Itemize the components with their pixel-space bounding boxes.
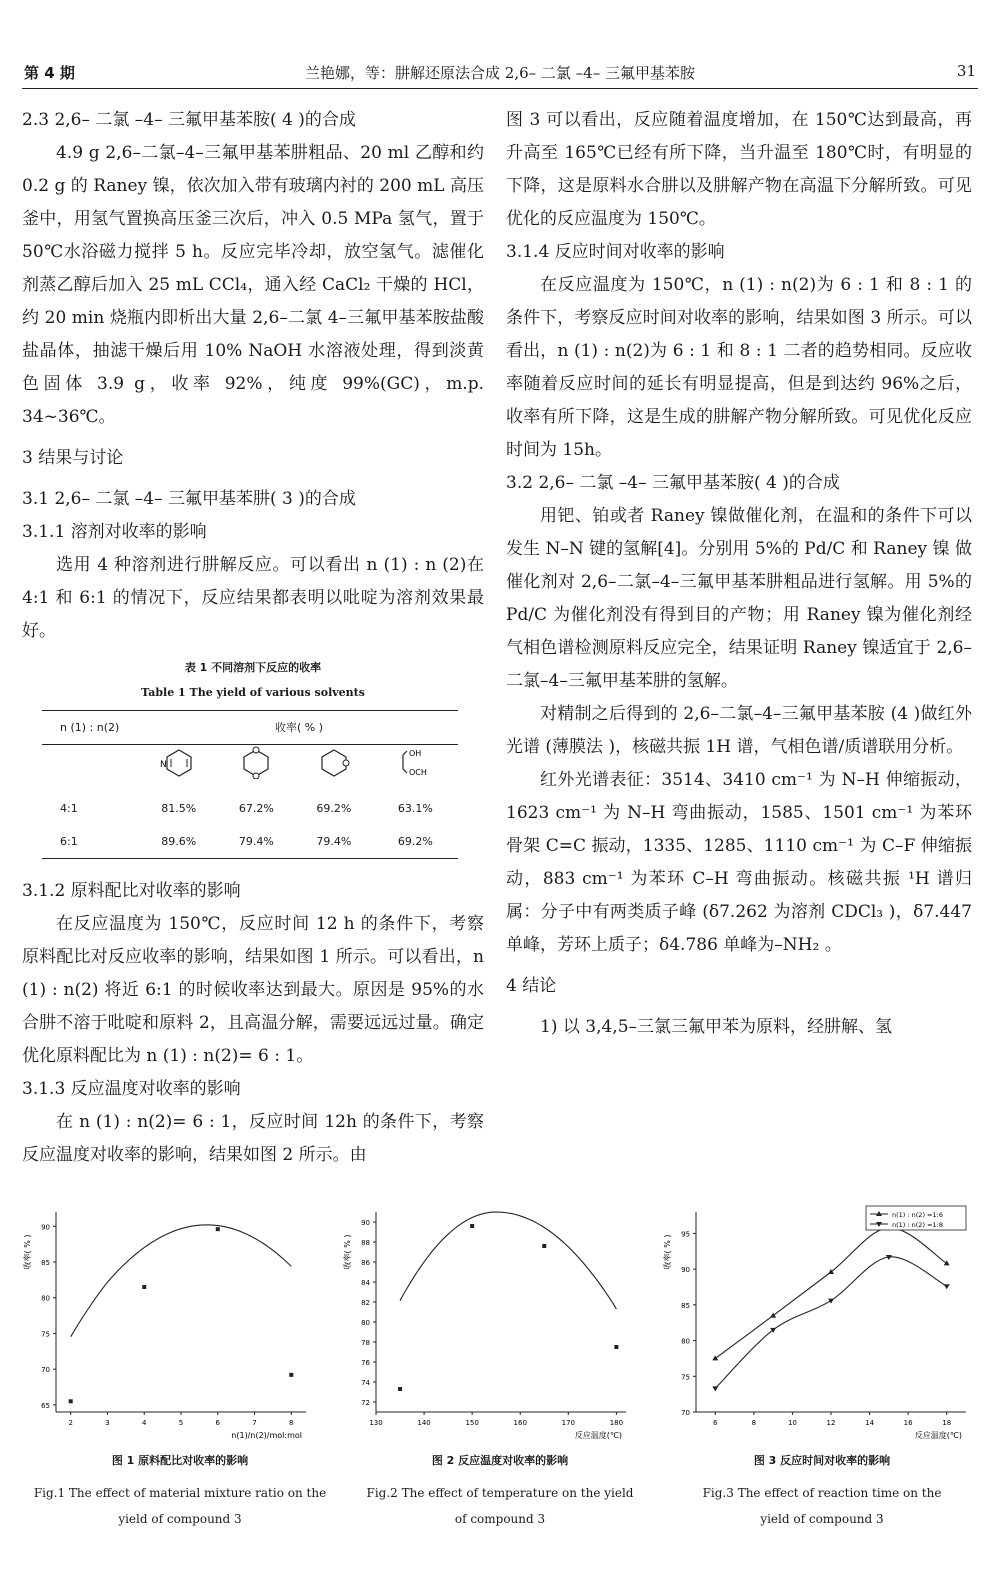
section-4-text: 1) 以 3,4,5–三氯三氟甲苯为原料，经肼解、氢 (540, 1017, 893, 1037)
y-tick-label: 70 (681, 1409, 690, 1417)
data-point (398, 1387, 402, 1391)
y-tick-label: 75 (41, 1330, 50, 1339)
table-row-ratio: 4:1 (60, 802, 78, 815)
thf-structure (295, 745, 373, 793)
x-axis-label: 反应温度(℃) (574, 1431, 622, 1440)
data-point (216, 1227, 220, 1231)
y-tick-label: 90 (361, 1219, 370, 1227)
figure-2-caption (340, 1452, 660, 1532)
table-cell: 81.5% (161, 802, 197, 815)
y-tick-label: 74 (361, 1379, 370, 1387)
data-point (944, 1260, 950, 1265)
section-3-1-2-heading: 3.1.2 原料配比对收率的影响 (22, 881, 241, 901)
figure-2-chart (340, 1200, 640, 1450)
series-line-1 (71, 1225, 292, 1337)
figure-1 (20, 1200, 320, 1450)
data-point (289, 1373, 293, 1377)
figure-1-caption (20, 1452, 340, 1532)
table-cell: 63.1% (397, 802, 433, 815)
x-tick-label: 170 (561, 1419, 575, 1427)
table-cell: 89.6% (140, 825, 218, 859)
table-header-ratio: n (1) : n(2) (42, 711, 140, 745)
y-tick-label: 86 (361, 1259, 370, 1267)
y-tick-label: 85 (41, 1259, 50, 1267)
y-tick-label: 95 (681, 1230, 690, 1239)
table-cell: 69.2% (316, 802, 352, 815)
running-header (22, 54, 978, 89)
y-tick-label: 88 (361, 1239, 370, 1247)
section-3-1-4-text: 在反应温度为 150℃，n (1) : n(2)为 6 : 1 和 8 : 1 的条件下，考察反应时间对收率的影响，结果如图 3 所示。可以看出，n (1) : n(2)为 6 : 1 和 8 : 1 二者的趋势相同。反应收率随着反应时间的延长有明显提高，但是到达约 96%之后，收率有所下降，这是生成的肼解产物分解所致。可见优化反应时间为 15h。 (506, 275, 972, 460)
y-tick-label: 84 (361, 1279, 370, 1287)
x-tick-label: 4 (142, 1419, 147, 1427)
table-row-ratio: 6:1 (42, 825, 140, 859)
legend-label: n(1) : n(2) =1:8 (892, 1221, 943, 1229)
data-point (470, 1224, 474, 1228)
y-tick-label: 72 (361, 1399, 370, 1407)
table-cell: 69.2% (373, 825, 458, 859)
figure-2-caption-cn: 图 2 反应温度对收率的影响 (431, 1454, 569, 1467)
x-tick-label: 130 (369, 1419, 383, 1427)
section-3-2-text-c: 红外光谱表征：3514、3410 cm⁻¹ 为 N–H 伸缩振动，1623 cm⁻¹ 为 N–H 弯曲振动，1585、1501 cm⁻¹ 为苯环骨架 C=C 振动，1335、1285、1110 cm⁻¹ 为 C–F 伸缩振动，883 cm⁻¹ 为苯环 C–H 弯曲振动。核磁共振 ¹H 谱归属：分子中有两类质子峰 (δ7.262 为溶剂 CDCl₃ )，δ7.447 单峰，芳环上质子；δ4.786 单峰为–NH₂ 。 (506, 770, 972, 955)
x-tick-label: 3 (105, 1419, 110, 1427)
table-cell: 79.4% (218, 825, 296, 859)
y-tick-label: 82 (361, 1299, 370, 1307)
y-tick-label: 65 (41, 1401, 50, 1410)
svg-text:OCH: OCH (409, 768, 428, 777)
x-tick-label: 10 (787, 1419, 797, 1427)
section-3-1-3-text: 在 n (1) : n(2)= 6 : 1，反应时间 12h 的条件下，考察反应温度对收率的影响，结果如图 2 所示。由 (22, 1112, 484, 1165)
y-tick-label: 90 (41, 1223, 50, 1232)
solvent-yield-table (42, 710, 458, 859)
x-tick-label: 2 (68, 1419, 73, 1427)
x-tick-label: 12 (826, 1419, 836, 1427)
series-line-1 (715, 1228, 946, 1359)
data-point (944, 1284, 950, 1289)
x-tick-label: 6 (215, 1419, 220, 1427)
section-3-heading: 3 结果与讨论 (22, 448, 124, 468)
methoxyethanol-structure (373, 745, 458, 793)
section-2-3-heading: 2.3 2,6– 二氯 –4– 三氟甲基苯胺( 4 )的合成 (22, 110, 356, 130)
y-tick-label: 75 (681, 1373, 690, 1382)
section-3-1-3-continued: 图 3 可以看出，反应随着温度增加，在 150℃达到最高，再升高至 165℃已经有所下降，当升温至 180℃时，有明显的下降，这是原料水合肼以及肼解产物在高温下分解所致。可见优化的反应温度为 150℃。 (506, 110, 972, 229)
data-point (712, 1386, 718, 1391)
data-point (542, 1244, 546, 1248)
x-tick-label: 160 (513, 1419, 527, 1427)
y-tick-label: 80 (681, 1337, 690, 1346)
issue-number: 第 4 期 (24, 64, 75, 82)
y-tick-label: 78 (361, 1339, 370, 1347)
series-line-1 (400, 1212, 616, 1309)
section-3-1-heading: 3.1 2,6– 二氯 –4– 三氟甲基苯肼( 3 )的合成 (22, 489, 356, 509)
section-2-3-text: 4.9 g 2,6–二氯–4–三氟甲基苯肼粗品、20 ml 乙醇和约 0.2 g 的 Raney 镍，依次加入带有玻璃内衬的 200 mL 高压釜中，用氢气置换高压釜三次后，冲入 0.5 MPa 氢气，置于 50℃水浴磁力搅拌 5 h。反应完毕冷却，放空氢气。滤催化剂蒸乙醇后加入 25 mL CCl₄，通入经 CaCl₂ 干燥的 HCl，约 20 min 烧瓶内即析出大量 2,6–二氯 4–三氟甲基苯胺盐酸盐晶体，抽滤干燥后用 10% NaOH 水溶液处理，得到淡黄色固体 3.9 g，收率 92%，纯度 99%(GC)，m.p. 34~36℃。 (22, 143, 484, 427)
svg-text:OH: OH (409, 749, 422, 758)
figure-2 (340, 1200, 640, 1450)
x-tick-label: 5 (178, 1419, 184, 1427)
table-caption-en: Table 1 The yield of various solvents (141, 686, 365, 699)
section-3-1-4-heading: 3.1.4 反应时间对收率的影响 (506, 242, 725, 262)
x-tick-label: 18 (942, 1419, 952, 1427)
table-header-yield: 收率( % ) (140, 711, 458, 745)
section-3-1-3-heading: 3.1.3 反应温度对收率的影响 (22, 1079, 241, 1099)
x-tick-label: 180 (609, 1419, 624, 1427)
figure-3-caption (662, 1452, 982, 1532)
series-line-2 (715, 1257, 946, 1389)
x-tick-label: 7 (252, 1419, 257, 1427)
data-point (142, 1285, 146, 1289)
legend-label: n(1) : n(2) =1:6 (892, 1211, 943, 1219)
y-axis-label: 收率( % ) (23, 1234, 32, 1270)
figure-1-caption-en: Fig.1 The effect of material mixture ratio on the (33, 1486, 327, 1500)
table-cell: 79.4% (295, 825, 373, 859)
dioxane-structure (218, 745, 296, 793)
y-tick-label: 80 (41, 1294, 50, 1303)
table-caption-cn: 表 1 不同溶剂下反应的收率 (184, 661, 322, 674)
figure-3-caption-en-2: yield of compound 3 (760, 1512, 884, 1526)
right-column (506, 104, 972, 1044)
x-tick-label: 8 (751, 1419, 757, 1427)
data-point (828, 1299, 834, 1304)
figure-1-chart (20, 1200, 320, 1450)
pyridine-structure (140, 745, 218, 793)
x-tick-label: 150 (465, 1419, 479, 1427)
section-3-2-heading: 3.2 2,6– 二氯 –4– 三氟甲基苯胺( 4 )的合成 (506, 473, 840, 493)
x-axis-label: n(1)/n(2)/mol:mol (231, 1431, 302, 1440)
figure-1-caption-en-2: yield of compound 3 (118, 1512, 242, 1526)
x-tick-label: 6 (713, 1419, 718, 1427)
x-axis-label: 反应温度(℃) (914, 1431, 962, 1440)
y-tick-label: 85 (681, 1301, 690, 1310)
table-cell: 67.2% (238, 802, 274, 815)
x-tick-label: 16 (903, 1419, 913, 1427)
data-point (69, 1399, 73, 1403)
figure-3-caption-cn: 图 3 反应时间对收率的影响 (753, 1454, 891, 1467)
x-tick-label: 8 (289, 1419, 294, 1427)
running-title: 兰艳娜，等：肼解还原法合成 2,6– 二氯 –4– 三氟甲基苯胺 (305, 64, 695, 82)
svg-text:N: N (159, 760, 167, 770)
y-axis-label: 收率( % ) (343, 1234, 352, 1270)
y-tick-label: 90 (681, 1266, 690, 1275)
figure-3 (660, 1200, 980, 1450)
x-tick-label: 140 (417, 1419, 431, 1427)
left-column (22, 104, 484, 1172)
figure-2-caption-en-2: of compound 3 (454, 1512, 546, 1526)
figure-3-chart (660, 1200, 980, 1450)
section-4-heading: 4 结论 (506, 976, 557, 996)
section-3-2-text-b: 对精制之后得到的 2,6–二氯–4–三氟甲基苯胺 (4 )做红外光谱 (薄膜法 )，核磁共振 1H 谱，气相色谱/质谱联用分析。 (506, 704, 972, 757)
data-point (712, 1355, 718, 1360)
section-3-1-2-text: 在反应温度为 150℃，反应时间 12 h 的条件下，考察原料配比对反应收率的影响，结果如图 1 所示。可以看出，n (1) : n(2) 将近 6:1 的时候收率达到最大。原因是 95%的水合肼不溶于吡啶和原料 2，且高温分解，需要远远过量。确定优化原料配比为 n (1) : n(2)= 6 : 1。 (22, 914, 484, 1066)
y-tick-label: 76 (361, 1359, 370, 1367)
figure-3-caption-en: Fig.3 The effect of reaction time on the (702, 1486, 942, 1500)
section-3-1-1-heading: 3.1.1 溶剂对收率的影响 (22, 522, 207, 542)
y-tick-label: 80 (361, 1319, 370, 1327)
figure-2-caption-en: Fig.2 The effect of temperature on the yield (366, 1486, 634, 1500)
page-number: 31 (956, 62, 976, 80)
section-3-2-text-a: 用钯、铂或者 Raney 镍做催化剂，在温和的条件下可以发生 N–N 键的氢解[4]。分别用 5%的 Pd/C 和 Raney 镍 做催化剂对 2,6–二氯–4–三氟甲基苯肼粗品进行氢解。用 5%的 Pd/C 为催化剂没有得到目的产物；用 Raney 镍为催化剂经气相色谱检测原料反应完全，结果证明 Raney 镍适宜于 2,6–二氯–4–三氟甲基苯肼的氢解。 (506, 506, 972, 691)
x-tick-label: 14 (865, 1419, 875, 1427)
y-axis-label: 收率( % ) (663, 1234, 672, 1270)
figure-1-caption-cn: 图 1 原料配比对收率的影响 (111, 1454, 249, 1467)
section-3-1-1-text: 选用 4 种溶剂进行肼解反应。可以看出 n (1) : n (2)在 4:1 和 6:1 的情况下，反应结果都表明以吡啶为溶剂效果最好。 (22, 555, 484, 641)
y-tick-label: 70 (41, 1366, 50, 1375)
data-point (614, 1345, 618, 1349)
